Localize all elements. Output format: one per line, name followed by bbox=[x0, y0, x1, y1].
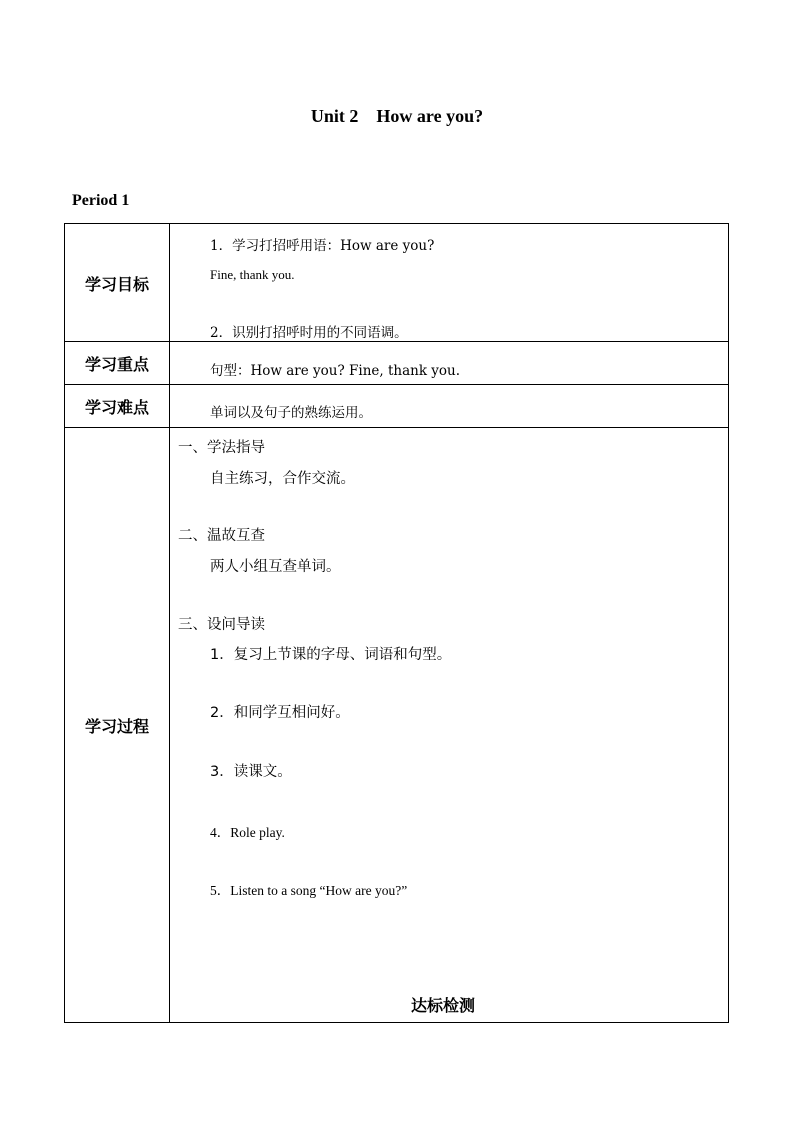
row-divider bbox=[65, 341, 728, 342]
objective-line-3: 2．识别打招呼时用的不同语调。 bbox=[210, 325, 408, 341]
row-divider bbox=[65, 427, 728, 428]
section-2-heading: 二、温故互查 bbox=[178, 528, 265, 544]
document-title: Unit 2 How are you? bbox=[310, 106, 484, 126]
process-label: 学习过程 bbox=[84, 717, 149, 736]
section-3-heading: 三、设问导读 bbox=[178, 617, 265, 633]
key-points-label: 学习重点 bbox=[84, 355, 149, 374]
row-divider bbox=[65, 384, 728, 385]
period-label: Period 1 bbox=[72, 192, 130, 209]
step-item: 1．复习上节课的字母、词语和句型。 bbox=[210, 647, 452, 663]
step-item: 5．Listen to a song “How are you?” bbox=[210, 883, 408, 898]
section-1-text: 自主练习，合作交流。 bbox=[210, 471, 355, 487]
step-item: 4．Role play. bbox=[210, 825, 285, 840]
difficulties-text: 单词以及句子的熟练运用。 bbox=[210, 405, 372, 421]
difficulties-label: 学习难点 bbox=[84, 398, 149, 417]
column-divider bbox=[169, 224, 170, 1022]
objectives-label: 学习目标 bbox=[84, 275, 149, 294]
objective-line-2: Fine, thank you. bbox=[210, 267, 295, 282]
section-1-heading: 一、学法指导 bbox=[178, 440, 265, 456]
objective-line-1: 1．学习打招呼用语：How are you? bbox=[210, 238, 435, 254]
key-points-text: 句型：How are you? Fine, thank you. bbox=[210, 363, 461, 379]
step-item: 2．和同学互相问好。 bbox=[210, 705, 350, 721]
check-section-title: 达标检测 bbox=[411, 996, 476, 1015]
section-2-text: 两人小组互查单词。 bbox=[210, 559, 341, 575]
lesson-plan-table bbox=[64, 223, 729, 1023]
step-item: 3．读课文。 bbox=[210, 764, 292, 780]
